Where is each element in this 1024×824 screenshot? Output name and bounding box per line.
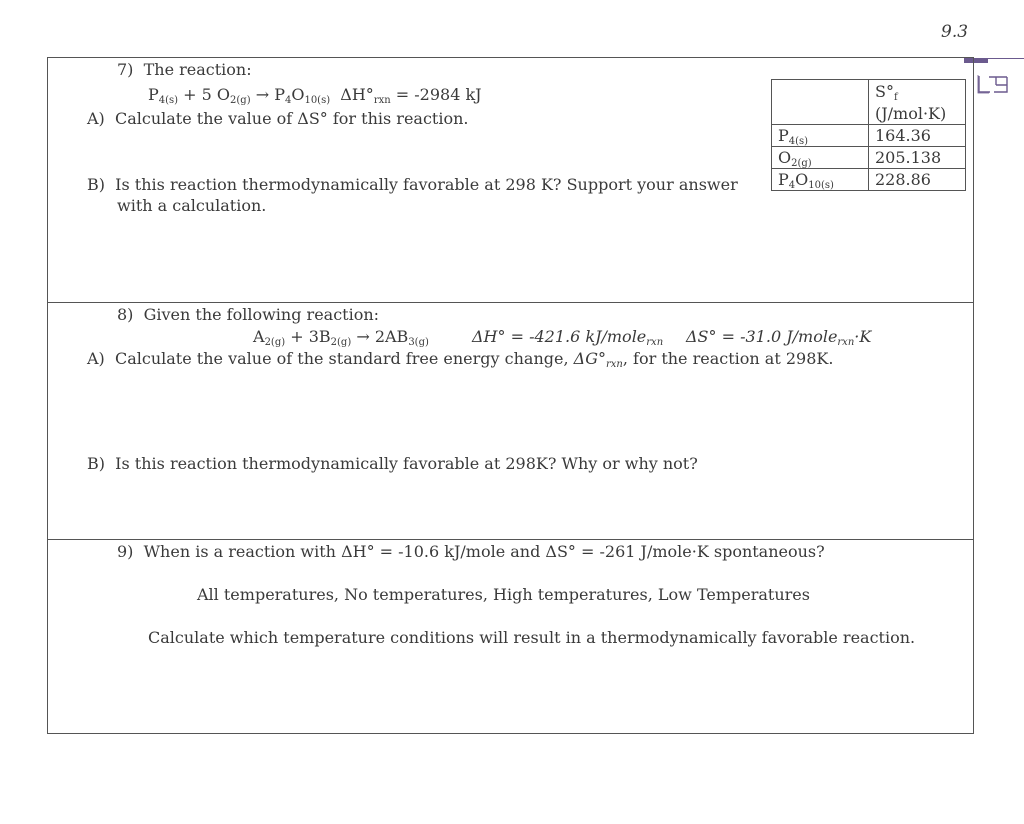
q8-entropy: ΔS° = -31.0 J/mole$_{rxn}$·K <box>686 327 872 348</box>
table-header-row <box>772 80 966 103</box>
q7-part-b: B) Is this reaction thermodynamically favorable at 298 K? Support your answer <box>87 175 738 194</box>
table-row <box>772 125 966 147</box>
q8-equation: $A_{2(g)} + 3B_{2(g)} \to 2AB_{3(g)}$ <box>253 327 429 348</box>
table-row <box>772 147 966 169</box>
q7-part-b-line2: with a calculation. <box>117 196 267 215</box>
q8-part-b: B) Is this reaction thermodynamically favorable at 298K? Why or why not? <box>87 454 698 473</box>
q8-heading: 8) Given the following reaction: <box>117 305 380 324</box>
table-cell-value: 205.138 <box>869 147 966 169</box>
q9-instruction: Calculate which temperature conditions will result in a thermodynamically favorable reaction. <box>148 628 916 647</box>
table-cell-value: 228.86 <box>869 169 966 191</box>
q8-enthalpy: ΔH° = -421.6 kJ/mole$_{rxn}$ <box>472 327 664 348</box>
table-header-empty <box>772 80 869 125</box>
table-row <box>772 169 966 191</box>
q7-equation: $P_{4(s)} + 5$ $O_{2(g)} \to P_4O_{10(s)}$ $\Delta H^\circ_{rxn} = -2984$ kJ <box>148 85 482 106</box>
q7-part-a: A) Calculate the value of ΔS° for this reaction. <box>87 109 469 128</box>
entropy-table <box>771 79 966 191</box>
table-cell-species: $P_4O_{10(s)}$ <box>772 169 869 191</box>
table-cell-species: $P_{4(s)}$ <box>772 125 869 147</box>
q9-options: All temperatures, No temperatures, High temperatures, Low Temperatures <box>197 585 810 604</box>
table-header-unit: (J/mol·K) <box>869 102 966 125</box>
table-header-symbol: $S^\circ_f$ <box>869 80 966 103</box>
q7-heading: 7) The reaction: <box>117 60 252 79</box>
table-cell-species: $O_{2(g)}$ <box>772 147 869 169</box>
corner-logo-icon <box>976 74 1010 96</box>
q8-part-a: A) Calculate the value of the standard free energy change, $\Delta G^\circ_{rxn}$, for the reaction at 298K. <box>87 349 834 370</box>
table-cell-value: 164.36 <box>869 125 966 147</box>
page-number: 9.3 <box>941 22 969 42</box>
q9-question: 9) When is a reaction with ΔH° = -10.6 kJ/mole and ΔS° = -261 J/mole·K spontaneous? <box>117 542 825 561</box>
corner-accent-line <box>988 58 1024 59</box>
